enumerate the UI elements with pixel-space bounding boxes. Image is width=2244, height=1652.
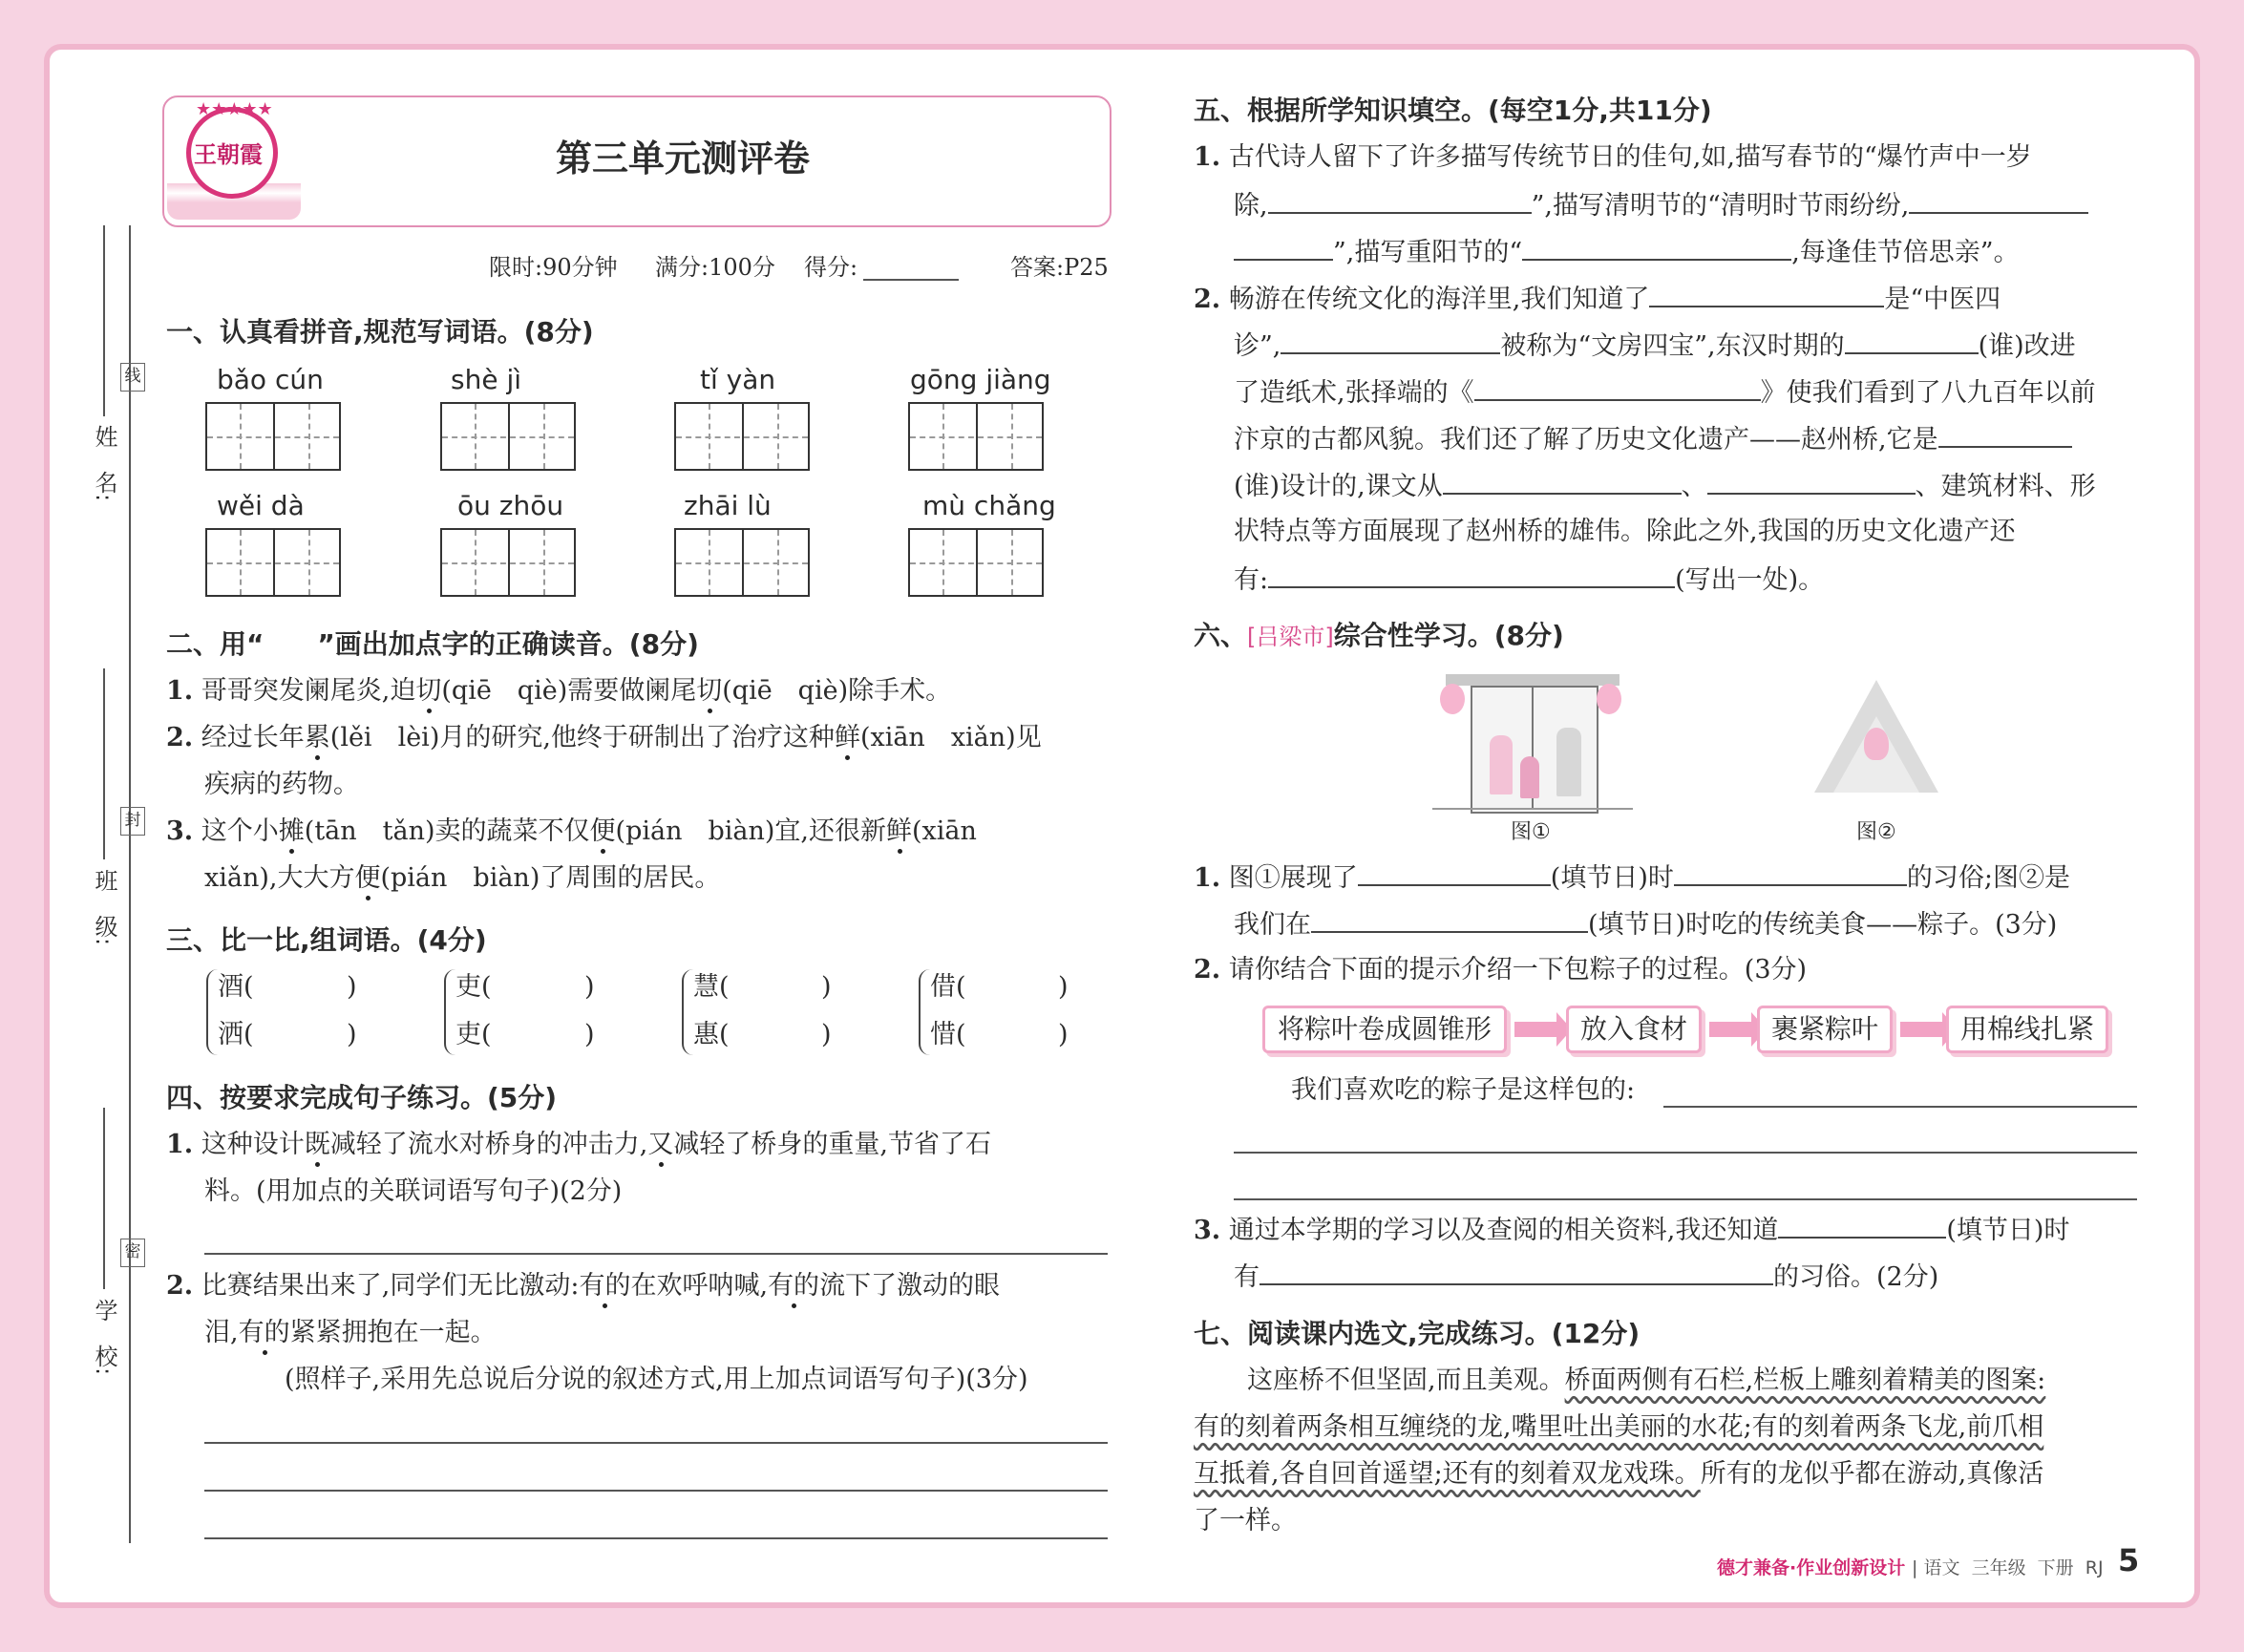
step-2: 放入食材 [1566, 1006, 1702, 1053]
s4-q2: 2. 比赛结果出来了,同学们无比激动:有的在欢呼呐喊,有的流下了激动的眼 [166, 1271, 1001, 1301]
s3-title: 三、比一比,组词语。(4分) [166, 924, 487, 956]
seal-line-mark: 线 [120, 363, 145, 392]
s4-q1: 1. 这种设计既减轻了流水对桥身的冲击力,又减轻了桥身的重量,节省了石 [166, 1130, 991, 1159]
answer-line[interactable] [1663, 1106, 2137, 1108]
score-label: 得分: [804, 254, 858, 281]
s4-title: 四、按要求完成句子练习。(5分) [166, 1082, 558, 1113]
answer-line[interactable] [204, 1442, 1108, 1444]
s5-title: 五、根据所学知识填空。(每空1分,共11分) [1194, 95, 1712, 126]
s5-q2-l3: 了造纸术,张择端的《 》使我们看到了八九百年以前 [1234, 374, 2096, 411]
s3-word: 慧( [693, 972, 730, 1002]
s7-para-l1: 这座桥不但坚固,而且美观。桥面两侧有石栏,栏板上雕刻着精美的图案: [1247, 1366, 2046, 1395]
s6-q2: 2. 请你结合下面的提示介绍一下包粽子的过程。(3分) [1194, 955, 1808, 985]
writing-grid[interactable] [674, 402, 810, 471]
writing-grid[interactable] [440, 402, 576, 471]
seal-seal-mark: 封 [120, 807, 145, 836]
page-title: 第三单元测评卷 [556, 138, 811, 180]
s2-q3: 3. 这个小摊(tān tǎn)卖的蔬菜不仅便(pián biàn)宜,还很新鲜(xiān [166, 816, 977, 846]
s3-word: 酒( [218, 972, 254, 1002]
s5-q1-l3: ”,描写重阳节的“ ,每逢佳节倍思亲”。 [1234, 234, 2020, 270]
class-field[interactable] [103, 668, 105, 859]
step-4: 用棉线扎紧 [1946, 1006, 2108, 1053]
pinyin-6: ōu zhōu [457, 490, 564, 521]
s7-para-l4: 了一样。 [1194, 1506, 1297, 1536]
full-score: 满分:100分 [655, 254, 775, 281]
s5-q1: 1. 古代诗人留下了许多描写传统节日的佳句,如,描写春节的“爆竹声中一岁 [1194, 142, 2032, 172]
pinyin-2: shè jì [451, 364, 522, 395]
s3-word: 借( [930, 972, 966, 1002]
score-field[interactable] [863, 279, 959, 281]
pinyin-7: zhāi lù [684, 490, 772, 521]
s6-q2-prompt: 我们喜欢吃的粽子是这样包的: [1291, 1075, 1636, 1105]
s5-q1-l2: 除, ”,描写清明节的“清明时节雨纷纷, [1234, 187, 2088, 223]
s4-q2-instr: (照样子,采用先总说后分说的叙述方式,用上加点词语写句子)(3分) [285, 1365, 1028, 1394]
s5-q2-l7: 有: (写出一处)。 [1234, 561, 1824, 598]
footer-subject: | 语文 三年级 下册 RJ [1912, 1557, 2104, 1578]
pinyin-1: bǎo cún [217, 364, 324, 395]
s3-word: 惠( [693, 1020, 730, 1049]
s2-title: 二、用“ ”画出加点字的正确读音。(8分) [166, 628, 699, 660]
s3-word: 吏( [455, 972, 492, 1002]
s6-q1-l2: 我们在 (填节日)时吃的传统美食——粽子。(3分) [1234, 906, 2057, 942]
answer-line[interactable] [204, 1490, 1108, 1492]
s3-word: 惜( [930, 1020, 966, 1049]
s3-close: ) [584, 1020, 595, 1049]
pinyin-3: tǐ yàn [700, 364, 776, 395]
footer-series: 德才兼备·作业创新设计 [1717, 1557, 1906, 1578]
figure-1-family [1432, 668, 1633, 812]
region-tag: [吕梁市] [1247, 624, 1334, 650]
s2-q2-cont: 疾病的药物。 [204, 770, 359, 799]
s3-word: 吏( [455, 1020, 492, 1049]
s7-title: 七、阅读课内选文,完成练习。(12分) [1194, 1318, 1641, 1349]
s3-close: ) [1058, 972, 1069, 1002]
class-label: 班 级: [91, 869, 117, 946]
step-1: 将粽叶卷成圆锥形 [1262, 1006, 1507, 1053]
binding-line [129, 225, 131, 1543]
s3-close: ) [821, 1020, 832, 1049]
pinyin-5: wěi dà [217, 490, 305, 521]
s6-q1: 1. 图①展现了 (填节日)时 的习俗;图②是 [1194, 859, 2070, 896]
figure-2-zongzi [1814, 680, 1938, 804]
name-label: 姓 名: [91, 425, 117, 502]
s7-para-l3: 互抵着,各自回首遥望;还有的刻着双龙戏珠。所有的龙似乎都在游动,真像活 [1194, 1459, 2044, 1489]
s1-title: 一、认真看拼音,规范写词语。(8分) [166, 316, 594, 348]
s3-word: 洒( [218, 1020, 254, 1049]
seal-dense-mark: 密 [120, 1239, 145, 1267]
answer-ref: 答案:P25 [1010, 254, 1109, 281]
s2-q3-cont: xiǎn),大大方便(pián biàn)了周围的居民。 [204, 863, 721, 893]
s3-close: ) [821, 972, 832, 1002]
s3-close: ) [347, 972, 357, 1002]
arrow-right-icon [1514, 1022, 1558, 1037]
s5-q2-l6: 状特点等方面展现了赵州桥的雄伟。除此之外,我国的历史文化遗产还 [1234, 517, 2016, 546]
s5-q2-l4: 汴京的古都风貌。我们还了解了历史文化遗产——赵州桥,它是 [1234, 421, 2072, 457]
logo-text: 王朝霞 [194, 140, 263, 168]
answer-line[interactable] [1234, 1198, 2137, 1200]
s6-q3-l2: 有 的习俗。(2分) [1234, 1259, 1938, 1295]
logo [167, 99, 301, 220]
name-field[interactable] [103, 225, 105, 416]
writing-grid[interactable] [908, 528, 1044, 597]
s3-close: ) [347, 1020, 357, 1049]
writing-grid[interactable] [205, 528, 341, 597]
answer-line[interactable] [1234, 1152, 2137, 1154]
pinyin-4: gōng jiàng [910, 364, 1051, 395]
s5-q2-l2: 诊”, 被称为“文房四宝”,东汉时期的 (谁)改进 [1234, 328, 2076, 364]
arrow-right-icon [1709, 1022, 1753, 1037]
pinyin-8: mù chǎng [922, 490, 1056, 521]
s7-para-l2: 有的刻着两条相互缠绕的龙,嘴里吐出美丽的水花;有的刻着两条飞龙,前爪相 [1194, 1412, 2044, 1442]
crown-icon: ★★★★★ [196, 99, 273, 119]
s5-q2-l5: (谁)设计的,课文从 、 、建筑材料、形 [1234, 468, 2096, 504]
time-limit: 限时:90分钟 [489, 254, 618, 281]
s4-q2-cont: 泪,有的紧紧拥抱在一起。 [204, 1318, 497, 1347]
writing-grid[interactable] [440, 528, 576, 597]
s3-close: ) [1058, 1020, 1069, 1049]
answer-line[interactable] [204, 1253, 1108, 1255]
figure-1-caption: 图① [1511, 820, 1551, 844]
s3-close: ) [584, 972, 595, 1002]
writing-grid[interactable] [205, 402, 341, 471]
s4-q1-cont: 料。(用加点的关联词语写句子)(2分) [204, 1176, 623, 1206]
answer-line[interactable] [204, 1537, 1108, 1539]
page-number: 5 [2118, 1542, 2140, 1578]
school-label: 学 校: [91, 1299, 117, 1376]
writing-grid[interactable] [674, 528, 810, 597]
s6-title: 六、[吕梁市]综合性学习。(8分) [1194, 620, 1564, 651]
arrow-right-icon [1900, 1022, 1944, 1037]
s2-q1: 1. 哥哥突发阑尾炎,迫切(qiē qiè)需要做阑尾切(qiē qiè)除手术。 [166, 676, 952, 706]
s2-q2: 2. 经过长年累(lěi lèi)月的研究,他终于研制出了治疗这种鲜(xiān xiǎn)见 [166, 723, 1042, 752]
step-3: 裹紧粽叶 [1757, 1006, 1893, 1053]
writing-grid[interactable] [908, 402, 1044, 471]
figure-2-caption: 图② [1856, 820, 1896, 844]
school-field[interactable] [103, 1108, 105, 1289]
s6-q3: 3. 通过本学期的学习以及查阅的相关资料,我还知道 (填节日)时 [1194, 1212, 2069, 1248]
s5-q2: 2. 畅游在传统文化的海洋里,我们知道了 是“中医四 [1194, 281, 2001, 317]
